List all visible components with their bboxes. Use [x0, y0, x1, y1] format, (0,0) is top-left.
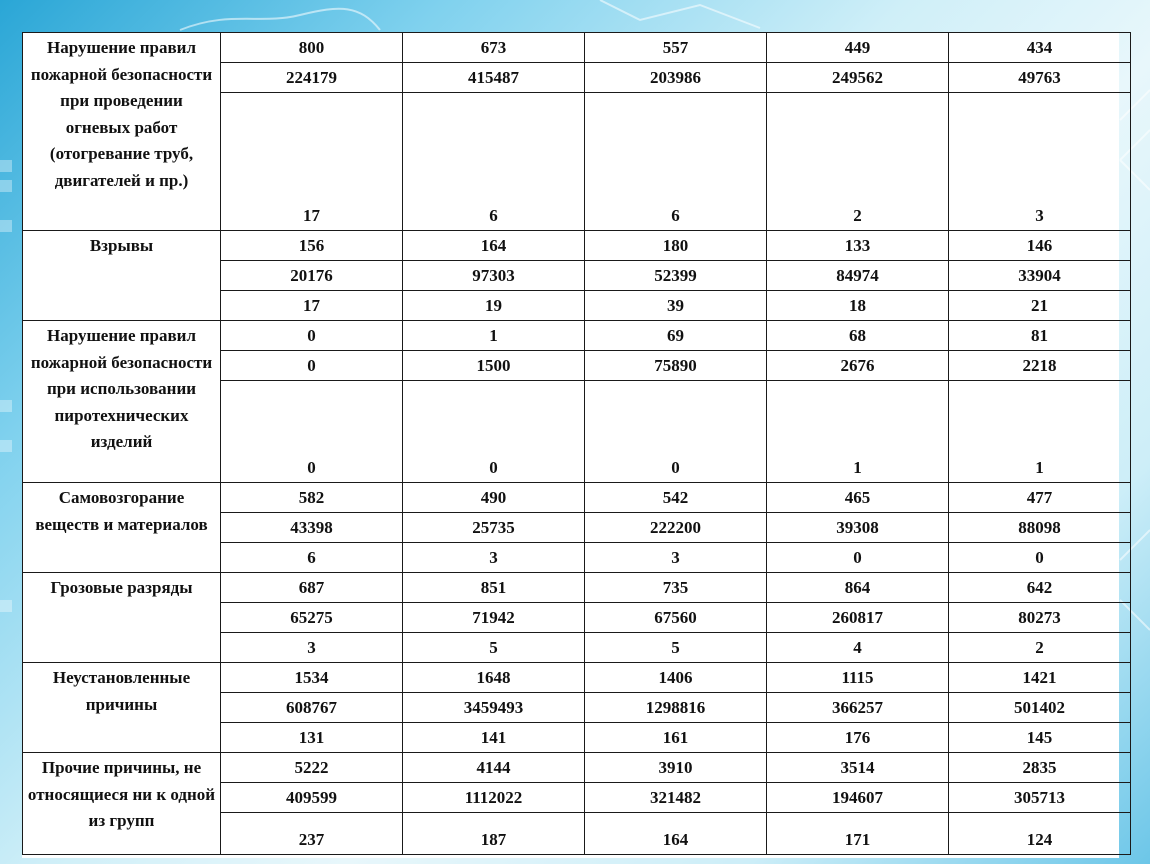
value-cell: 0 [585, 381, 767, 483]
value-cell: 65275 [221, 603, 403, 633]
value-cell: 81 [949, 321, 1131, 351]
table-row [23, 483, 1131, 513]
value-cell: 1421 [949, 663, 1131, 693]
value-cell: 176 [767, 723, 949, 753]
table-row [23, 573, 1131, 603]
value-cell: 88098 [949, 513, 1131, 543]
value-cell: 145 [949, 723, 1131, 753]
value-cell: 851 [403, 573, 585, 603]
value-cell: 800 [221, 33, 403, 63]
value-cell: 75890 [585, 351, 767, 381]
value-cell: 0 [403, 381, 585, 483]
value-cell: 366257 [767, 693, 949, 723]
value-cell: 415487 [403, 63, 585, 93]
value-cell: 39 [585, 291, 767, 321]
value-cell: 1 [767, 381, 949, 483]
value-cell: 5222 [221, 753, 403, 783]
value-cell: 141 [403, 723, 585, 753]
value-cell: 43398 [221, 513, 403, 543]
value-cell: 187 [403, 813, 585, 855]
value-cell: 1112022 [403, 783, 585, 813]
value-cell: 1648 [403, 663, 585, 693]
value-cell: 1 [949, 381, 1131, 483]
value-cell: 501402 [949, 693, 1131, 723]
value-cell: 164 [403, 231, 585, 261]
category-cell: Самовозгорание веществ и материалов [23, 483, 221, 573]
value-cell: 409599 [221, 783, 403, 813]
value-cell: 2835 [949, 753, 1131, 783]
value-cell: 542 [585, 483, 767, 513]
table-row [23, 321, 1131, 351]
category-cell: Нарушение правил пожарной безопасности при проведении огневых работ (отогревание труб, двигателей и пр.) [23, 33, 221, 231]
value-cell: 171 [767, 813, 949, 855]
value-cell: 68 [767, 321, 949, 351]
value-cell: 21 [949, 291, 1131, 321]
value-cell: 180 [585, 231, 767, 261]
value-cell: 2218 [949, 351, 1131, 381]
value-cell: 203986 [585, 63, 767, 93]
value-cell: 3514 [767, 753, 949, 783]
fire-causes-table [22, 32, 1131, 855]
value-cell: 1500 [403, 351, 585, 381]
value-cell: 49763 [949, 63, 1131, 93]
value-cell: 222200 [585, 513, 767, 543]
category-cell: Неустановленные причины [23, 663, 221, 753]
value-cell: 608767 [221, 693, 403, 723]
value-cell: 6 [403, 93, 585, 231]
value-cell: 3 [403, 543, 585, 573]
value-cell: 52399 [585, 261, 767, 291]
category-cell: Взрывы [23, 231, 221, 321]
value-cell: 3 [949, 93, 1131, 231]
value-cell: 224179 [221, 63, 403, 93]
value-cell: 434 [949, 33, 1131, 63]
value-cell: 449 [767, 33, 949, 63]
value-cell: 20176 [221, 261, 403, 291]
value-cell: 642 [949, 573, 1131, 603]
value-cell: 71942 [403, 603, 585, 633]
value-cell: 2 [767, 93, 949, 231]
value-cell: 321482 [585, 783, 767, 813]
value-cell: 3910 [585, 753, 767, 783]
value-cell: 5 [585, 633, 767, 663]
category-cell: Грозовые разряды [23, 573, 221, 663]
value-cell: 4 [767, 633, 949, 663]
value-cell: 477 [949, 483, 1131, 513]
value-cell: 39308 [767, 513, 949, 543]
value-cell: 864 [767, 573, 949, 603]
table-row [23, 33, 1131, 63]
value-cell: 582 [221, 483, 403, 513]
value-cell: 4144 [403, 753, 585, 783]
value-cell: 3 [221, 633, 403, 663]
value-cell: 0 [949, 543, 1131, 573]
value-cell: 557 [585, 33, 767, 63]
value-cell: 194607 [767, 783, 949, 813]
value-cell: 0 [221, 351, 403, 381]
value-cell: 0 [221, 321, 403, 351]
document-sheet [22, 32, 1119, 858]
value-cell: 25735 [403, 513, 585, 543]
value-cell: 69 [585, 321, 767, 351]
value-cell: 18 [767, 291, 949, 321]
value-cell: 1115 [767, 663, 949, 693]
value-cell: 490 [403, 483, 585, 513]
value-cell: 161 [585, 723, 767, 753]
value-cell: 5 [403, 633, 585, 663]
value-cell: 735 [585, 573, 767, 603]
value-cell: 80273 [949, 603, 1131, 633]
value-cell: 260817 [767, 603, 949, 633]
value-cell: 1534 [221, 663, 403, 693]
value-cell: 6 [221, 543, 403, 573]
table-row [23, 231, 1131, 261]
value-cell: 237 [221, 813, 403, 855]
category-cell: Нарушение правил пожарной безопасности при использовании пиротехнических изделий [23, 321, 221, 483]
value-cell: 156 [221, 231, 403, 261]
value-cell: 1406 [585, 663, 767, 693]
value-cell: 465 [767, 483, 949, 513]
value-cell: 305713 [949, 783, 1131, 813]
value-cell: 2676 [767, 351, 949, 381]
table-row [23, 663, 1131, 693]
value-cell: 249562 [767, 63, 949, 93]
value-cell: 33904 [949, 261, 1131, 291]
value-cell: 2 [949, 633, 1131, 663]
value-cell: 3459493 [403, 693, 585, 723]
value-cell: 67560 [585, 603, 767, 633]
value-cell: 19 [403, 291, 585, 321]
value-cell: 124 [949, 813, 1131, 855]
value-cell: 687 [221, 573, 403, 603]
value-cell: 164 [585, 813, 767, 855]
value-cell: 133 [767, 231, 949, 261]
value-cell: 0 [221, 381, 403, 483]
value-cell: 6 [585, 93, 767, 231]
value-cell: 1298816 [585, 693, 767, 723]
value-cell: 17 [221, 93, 403, 231]
value-cell: 3 [585, 543, 767, 573]
value-cell: 17 [221, 291, 403, 321]
value-cell: 1 [403, 321, 585, 351]
value-cell: 84974 [767, 261, 949, 291]
value-cell: 673 [403, 33, 585, 63]
table-row [23, 753, 1131, 783]
value-cell: 97303 [403, 261, 585, 291]
value-cell: 146 [949, 231, 1131, 261]
value-cell: 131 [221, 723, 403, 753]
value-cell: 0 [767, 543, 949, 573]
category-cell: Прочие причины, не относящиеся ни к одной из групп [23, 753, 221, 855]
